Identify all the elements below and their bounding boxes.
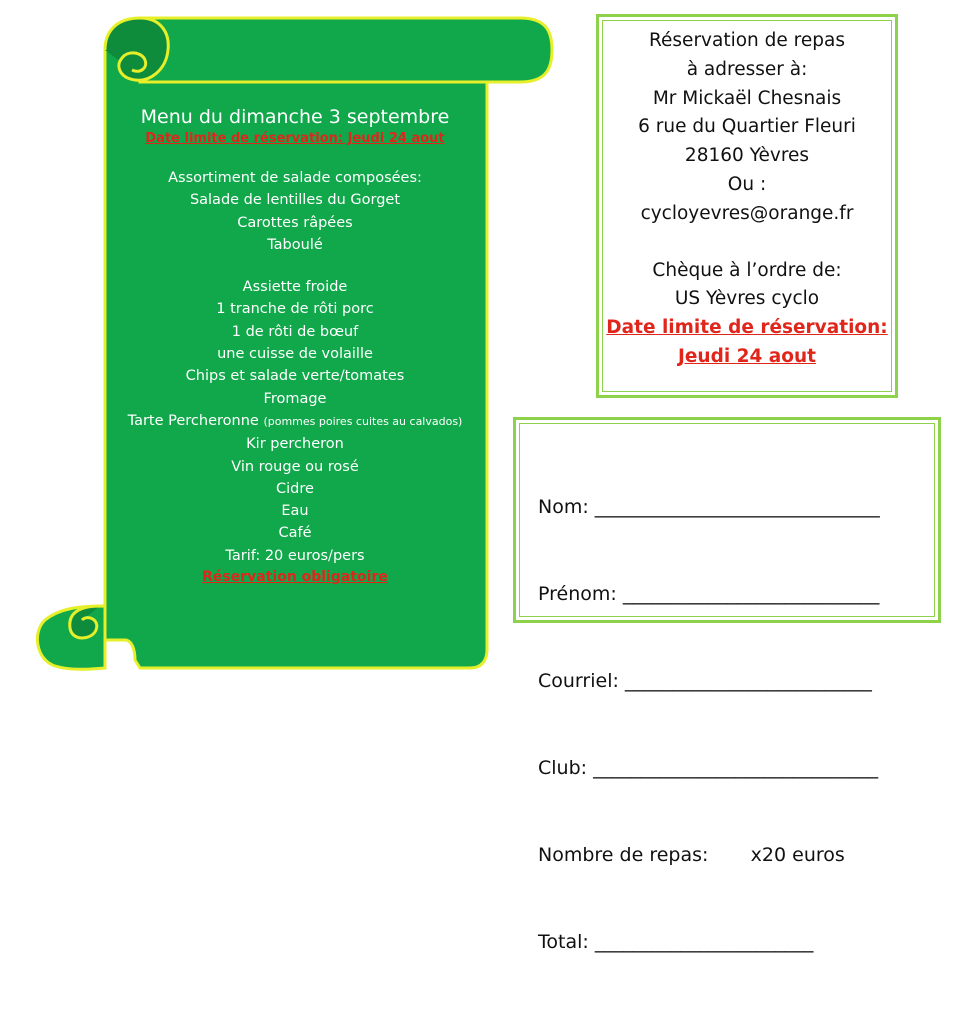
- courriel-field: Courriel: __________________________: [538, 670, 872, 692]
- cold-line: 1 de rôti de bœuf: [231, 323, 359, 340]
- menu-title: Menu du dimanche 3 septembre: [140, 106, 450, 128]
- menu-text: [105, 104, 485, 588]
- cheque-line: Chèque à l’ordre de:: [652, 259, 842, 281]
- drink-line: Café: [278, 525, 312, 542]
- dessert-note: (pommes poires cuites au calvados): [263, 414, 463, 428]
- res-line: Réservation de repas: [649, 30, 845, 51]
- mandatory-notice: Réservation obligatoire: [202, 569, 388, 586]
- res-email: cycloyevres@orange.fr: [640, 202, 854, 224]
- drink-line: Eau: [281, 503, 309, 520]
- salad-line: Assortiment de salade composées:: [168, 170, 422, 186]
- dessert-name: Tarte Percheronne: [127, 412, 259, 429]
- res-deadline-label: Date limite de réservation:: [606, 317, 888, 339]
- cold-line: une cuisse de volaille: [217, 346, 373, 363]
- res-line: à adresser à:: [686, 58, 808, 80]
- club-field: Club: ______________________________: [538, 757, 879, 779]
- dessert-line: [105, 410, 485, 433]
- drink-line: Kir percheron: [246, 436, 344, 453]
- repas-field: Nombre de repas: x20 euros: [538, 844, 845, 866]
- cold-line: Fromage: [263, 390, 327, 407]
- reservation-box: [596, 14, 898, 398]
- salad-line: Salade de lentilles du Gorget: [189, 192, 401, 209]
- res-deadline-date: Jeudi 24 aout: [677, 345, 817, 367]
- reservation-text: [599, 27, 895, 372]
- res-line: Mr Mickaël Chesnais: [652, 87, 842, 109]
- drink-line: Cidre: [276, 480, 314, 497]
- order-form: [538, 435, 880, 1015]
- prenom-field: Prénom: ___________________________: [538, 583, 880, 605]
- res-line: 28160 Yèvres: [684, 145, 810, 167]
- res-line: 6 rue du Quartier Fleuri: [638, 116, 856, 138]
- cold-line: Chips et salade verte/tomates: [185, 368, 405, 385]
- salad-line: Carottes râpées: [237, 214, 353, 231]
- drink-line: Vin rouge ou rosé: [231, 458, 359, 475]
- price-line: Tarif: 20 euros/pers: [225, 547, 365, 564]
- order-form-box: [513, 417, 941, 953]
- salad-line: Taboulé: [267, 236, 323, 253]
- nom-field: Nom: ______________________________: [538, 496, 880, 518]
- total-field: Total: _______________________: [538, 931, 814, 953]
- res-line: Ou :: [727, 173, 767, 195]
- menu-deadline: Date limite de réservation: Jeudi 24 aout: [145, 131, 445, 146]
- cold-line: 1 tranche de rôti porc: [216, 301, 374, 318]
- cheque-line: US Yèvres cyclo: [674, 288, 820, 310]
- cold-line: Assiette froide: [242, 279, 348, 296]
